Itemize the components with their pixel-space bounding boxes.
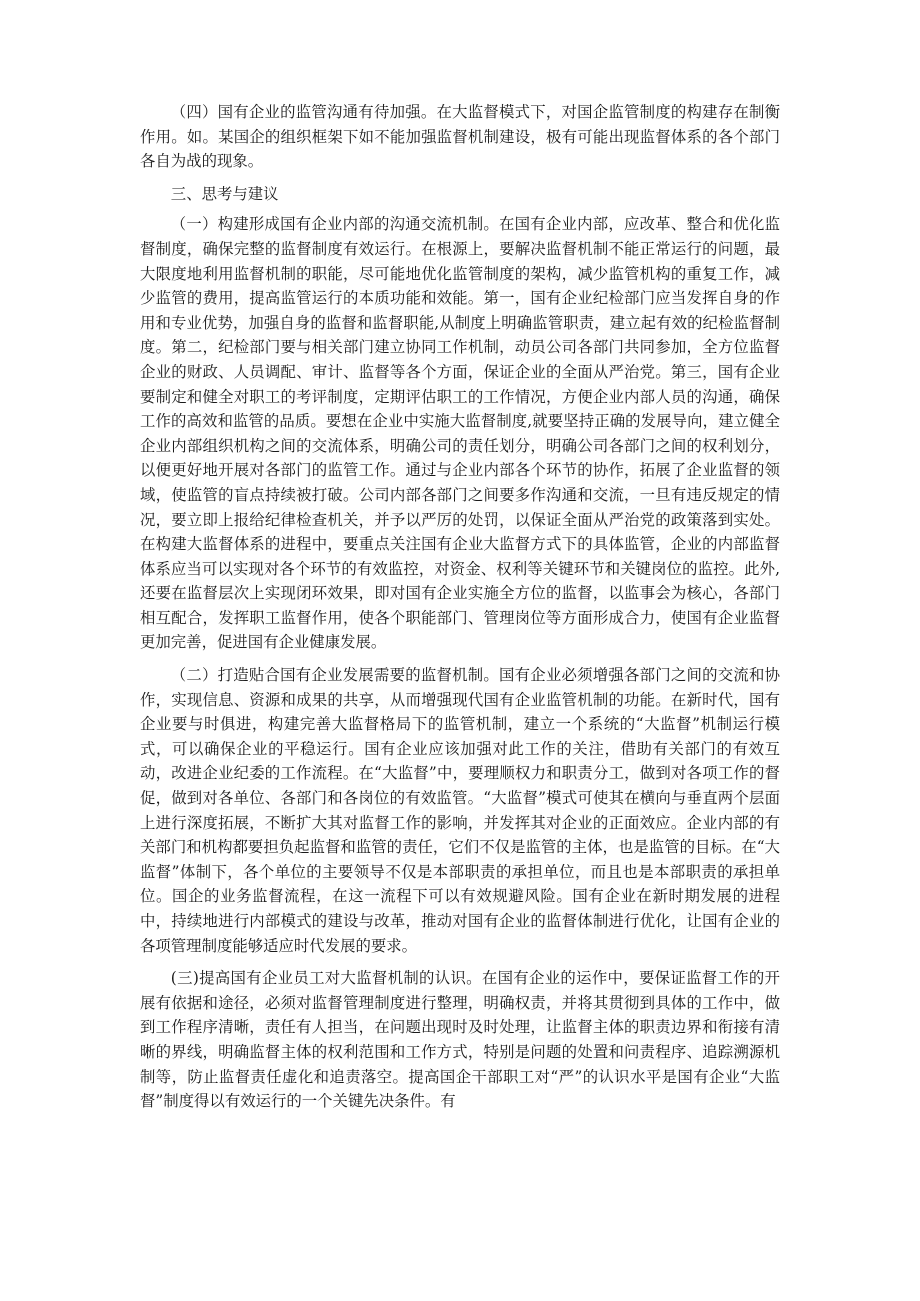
document-body [140,100,780,1114]
paragraph-employee-awareness: (三)提高国有企业员工对大监督机制的认识。在国有企业的运作中，要保证监督工作的开展有依据和途径，必须对监督管理制度进行整理，明确权责，并将其贯彻到具体的工作中，做到工作程序清晰，责任有人担当，在问题出现时及时处理，让监督主体的职责边界和衔接有清晰的界线，明确监督主体的权利范围和工作方式，特别是问题的处置和问责程序、追踪溯源机制等，防止监督责任虚化和追责落空。提高国企干部职工对“严”的认识水平是国有企业“大监督”制度得以有效运行的一个关键先决条件。有 [140,969,780,1111]
paragraph-spacer [140,655,780,663]
paragraph-state-enterprise-communication: （四）国有企业的监管沟通有待加强。在大监督模式下，对国企监管制度的构建存在制衡作用。如。某国企的组织框架下如不能加强监督机制建设，极有可能出现监督体系的各个部门各自为战的现象。 [140,103,780,171]
paragraph-spacer [140,174,780,182]
paragraph-spacer [140,958,780,966]
paragraph-communication-mechanism: （一）构建形成国有企业内部的沟通交流机制。在国有企业内部，应改革、整合和优化监督制度，确保完整的监督制度有效运行。在根源上，要解决监督机制不能正常运行的问题，最大限度地利用监督机制的职能，尽可能地优化监管制度的架构，减少监管机构的重复工作，减少监管的费用，提高监管运行的本质功能和效能。第一，国有企业纪检部门应当发挥自身的作用和专业优势，加强自身的监督和监督职能,从制度上明确监管职责，建立起有效的纪检监督制度。第二，纪检部门要与相关部门建立协同工作机制，动员公司各部门共同参加，全方位监督企业的财政、人员调配、审计、监督等各个方面，保证企业的全面从严治党。第三，国有企业要制定和健全对职工的考评制度，定期评估职工的工作情况，方便企业内部人员的沟通，确保工作的高效和监管的品质。要想在企业中实施大监督制度,就要坚持正确的发展导向，建立健全企业内部组织机构之间的交流体系，明确公司的责任划分，明确公司各部门之间的权利划分，以便更好地开展对各部门的监管工作。通过与企业内部各个环节的协作，拓展了企业监督的领域，使监管的盲点持续被打破。公司内部各部门之间要多作沟通和交流，一旦有违反规定的情况，要立即上报给纪律检查机关，并予以严厉的处罚，以保证全面从严治党的政策落到实处。在构建大监督体系的进程中，要重点关注国有企业大监督方式下的具体监管，企业的内部监督体系应当可以实现对各个环节的有效监控，对资金、权利等关键环节和关键岗位的监控。此外,还要在监督层次上实现闭环效果，即对国有企业实施全方位的监督，以监事会为核心，各部门相互配合，发挥职工监督作用，使各个职能部门、管理岗位等方面形成合力，使国有企业监督更加完善，促进国有企业健康发展。 [140,215,780,652]
section-heading-reflections: 三、思考与建议 [170,184,279,203]
paragraph-supervision-mechanism: （二）打造贴合国有企业发展需要的监督机制。国有企业必须增强各部门之间的交流和协作，实现信息、资源和成果的共享，从而增强现代国有企业监管机制的功能。在新时代，国有企业要与时俱进，构建完善大监督格局下的监管机制，建立一个系统的“大监督”机制运行模式，可以确保企业的平稳运行。国有企业应该加强对此工作的关注，借助有关部门的有效互动，改进企业纪委的工作流程。在“大监督”中，要理顺权力和职责分工，做到对各项工作的督促，做到对各单位、各部门和各岗位的有效监管。“大监督”模式可使其在横向与垂直两个层面上进行深度拓展，不断扩大其对监督工作的影响，并发挥其对企业的正面效应。企业内部的有关部门和机构都要担负起监督和监管的责任，它们不仅是监管的主体，也是监管的目标。在“大监督”体制下，各个单位的主要领导不仅是本部职责的承担单位，而且也是本部职责的承担单位。国企的业务监督流程，在这一流程下可以有效规避风险。国有企业在新时期发展的进程中，持续地进行内部模式的建设与改革，推动对国有企业的监督体制进行优化，让国有企业的各项管理制度能够适应时代发展的要求。 [140,666,780,955]
